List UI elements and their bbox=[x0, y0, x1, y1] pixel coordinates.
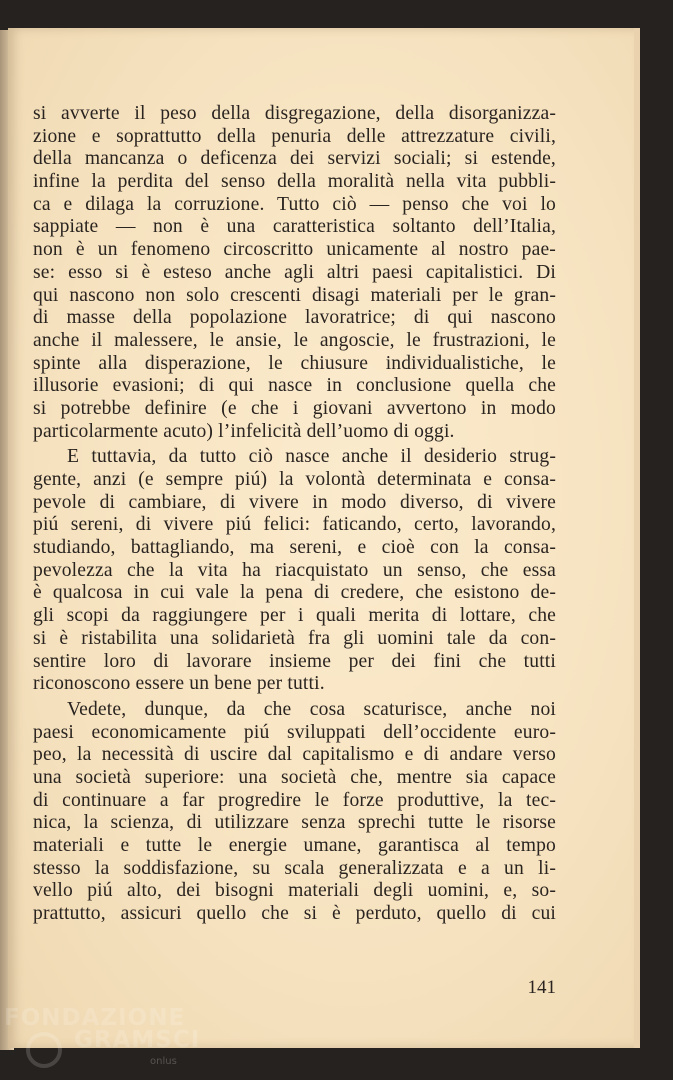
text-line: studiando, battagliando, ma sereni, e cioè con la consa- bbox=[33, 537, 556, 559]
paragraph bbox=[33, 103, 556, 443]
text-line: si avverte il peso della disgregazione, della disorganizza- bbox=[33, 103, 556, 124]
text-line: ca e dilaga la corruzione. Tutto ciò — penso che voi lo bbox=[33, 193, 556, 215]
text-line: materiali e tutte le energie umane, garantisca al tempo bbox=[33, 835, 556, 856]
text-line: nica, la scienza, di utilizzare senza sprechi tutte le risorse bbox=[33, 812, 556, 834]
text-line: gli scopi da raggiungere per i quali merita di lottare, che bbox=[33, 605, 556, 627]
text-line: infine la perdita del senso della moralità nella vita pubbli- bbox=[33, 171, 556, 193]
text-line: una società superiore: una società che, mentre sia capace bbox=[33, 766, 556, 788]
watermark-line-1: FONDAZIONE bbox=[4, 1005, 186, 1031]
text-line: si potrebbe definire (e che i giovani avvertono in modo bbox=[33, 397, 556, 419]
text-line: pevole di cambiare, di vivere in modo diverso, di vivere bbox=[33, 491, 556, 513]
text-line: stesso la soddisfazione, su scala generalizzata e a un li- bbox=[33, 857, 556, 879]
watermark-suffix: onlus bbox=[150, 1056, 177, 1067]
page-number: 141 bbox=[527, 977, 556, 998]
text-line: gente, anzi (e sempre piú) la volontà determinata e consa- bbox=[33, 469, 556, 490]
text-line: di masse della popolazione lavoratrice; di qui nascono bbox=[33, 307, 556, 329]
text-line: anche il malessere, le ansie, le angoscie, le frustrazioni, le bbox=[33, 329, 556, 351]
body-text bbox=[33, 103, 556, 926]
watermark-line-2: GRAMSCI bbox=[74, 1027, 201, 1053]
paragraph bbox=[33, 446, 556, 696]
text-line: di continuare a far progredire le forze produttive, la tec- bbox=[33, 789, 556, 811]
text-line: vello piú alto, dei bisogni materiali degli uomini, e, so- bbox=[33, 880, 556, 902]
text-line: pevolezza che la vita ha riacquistato un senso, che essa bbox=[33, 559, 556, 581]
text-line: piú sereni, di vivere piú felici: faticando, certo, lavorando, bbox=[33, 514, 556, 536]
text-line: prattutto, assicuri quello che si è perduto, quello di cui bbox=[33, 903, 556, 925]
text-line: paesi economicamente piú sviluppati dell’occidente euro- bbox=[33, 721, 556, 743]
text-line: particolarmente acuto) l’infelicità dell’uomo di oggi. bbox=[33, 420, 455, 442]
text-line: non è un fenomeno circoscritto unicamente al nostro pae- bbox=[33, 239, 556, 261]
text-line: illusorie evasioni; di qui nasce in conclusione quella che bbox=[33, 375, 556, 397]
text-line: spinte alla disperazione, le chiusure individualistiche, le bbox=[33, 352, 556, 374]
text-line: peo, la necessità di uscire dal capitalismo e di andare verso bbox=[33, 744, 556, 766]
text-line: E tuttavia, da tutto ciò nasce anche il desiderio strug- bbox=[67, 446, 556, 468]
text-line: qui nascono non solo crescenti disagi materiali per le gran- bbox=[33, 284, 556, 306]
text-line: sentire loro di lavorare insieme per dei fini che tutti bbox=[33, 650, 556, 672]
text-line: della mancanza o deficenza dei servizi sociali; si estende, bbox=[33, 148, 556, 170]
text-line: è qualcosa in cui vale la pena di credere, che esistono de- bbox=[33, 582, 556, 604]
watermark bbox=[4, 1005, 201, 1053]
text-line: riconoscono essere un bene per tutti. bbox=[33, 673, 325, 695]
text-line: se: esso si è esteso anche agli altri paesi capitalistici. Di bbox=[33, 261, 556, 283]
text-line: sappiate — non è una caratteristica soltanto dell’Italia, bbox=[33, 216, 556, 238]
watermark-logo-icon bbox=[26, 1032, 62, 1068]
page-right-edge bbox=[634, 28, 640, 1048]
text-line: Vedete, dunque, da che cosa scaturisce, anche noi bbox=[67, 698, 556, 720]
paragraph bbox=[33, 699, 556, 926]
text-line: zione e soprattutto della penuria delle attrezzature civili, bbox=[33, 125, 556, 147]
text-line: si è ristabilita una solidarietà fra gli uomini tale da con- bbox=[33, 627, 556, 649]
